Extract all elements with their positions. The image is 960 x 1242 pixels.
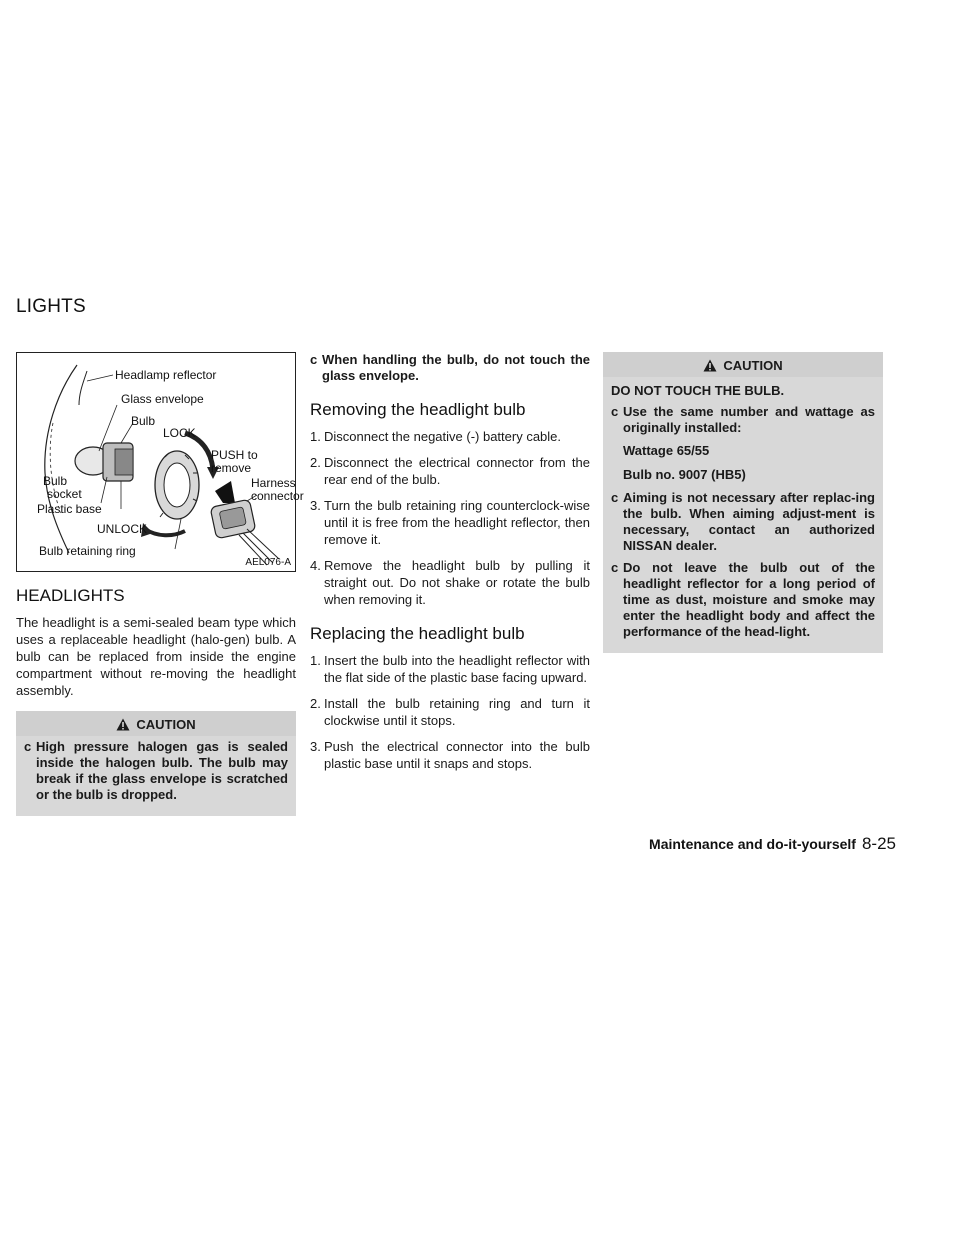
caution-1-text: High pressure halogen gas is sealed inside the halogen bulb. The bulb may break if the glass envelope is scratched or the bulb is dropped. [36,739,288,802]
step-text: Insert the bulb into the headlight reflector with the flat side of the plastic base facing upward. [324,653,590,685]
diagram-drawing [17,353,295,571]
section-title: LIGHTS [16,296,86,317]
step-text: Disconnect the electrical connector from the rear end of the bulb. [324,455,590,487]
handling-bullet [310,352,590,384]
label-bulb-retaining-ring: Bulb retaining ring [39,544,136,558]
wattage-line: Wattage 65/55 [623,443,710,458]
label-plastic-base: Plastic base [37,502,102,516]
caution-header-2 [603,352,883,377]
label-bulb-socket-line1: Bulb [43,474,68,488]
replacing-step [310,738,590,772]
bulb-number-line: Bulb no. 9007 (HB5) [623,467,746,482]
step-text: Remove the headlight bulb by pulling it straight out. Do not shake or rotate the bulb when removing it. [324,558,590,607]
caution-box-1 [16,711,296,816]
label-lock: LOCK [163,426,196,440]
bullet-glyph: c [24,739,32,754]
caution-2-bullet [603,557,883,643]
replacing-step [310,652,590,686]
removing-heading: Removing the headlight bulb [310,400,526,419]
label-connector: connector [251,489,304,503]
label-bulb: Bulb [131,414,156,428]
label-remove: remove [211,461,252,475]
step-number: 3. [310,498,321,513]
step-number: 1. [310,653,321,668]
page-number: 8-25 [861,834,896,853]
headlights-body: The headlight is a semi-sealed beam type which uses a replaceable headlight (halo-gen) bulb. A bulb can be replaced from inside the engine compartment without re-moving the headlight assembly. [16,615,296,698]
label-headlamp-reflector: Headlamp reflector [115,368,217,382]
caution-1-bullet [16,736,296,806]
step-text: Push the electrical connector into the bulb plastic base until it snaps and stops. [324,739,590,771]
headlights-heading: HEADLIGHTS [16,586,125,605]
removing-step [310,428,590,445]
label-harness: Harness [251,476,296,490]
removing-step [310,497,590,548]
column-1 [16,352,304,816]
caution-2-text: Use the same number and wattage as originally installed: [623,404,875,435]
bullet-glyph: c [611,490,619,505]
page-footer [649,834,896,854]
do-not-touch-text: DO NOT TOUCH THE BULB. [611,383,785,398]
handling-bullet-text: When handling the bulb, do not touch the glass envelope. [322,352,590,383]
removing-step [310,454,590,488]
warning-triangle-icon [116,718,130,731]
step-text: Disconnect the negative (-) battery cable. [324,429,562,444]
caution-2-text: Aiming is not necessary after replac-ing the bulb. When aiming adjust-ment is necessary, contact an authorized NISSAN dealer. [623,490,875,553]
step-number: 2. [310,455,321,470]
bullet-glyph: c [611,404,619,419]
caution-header-1 [16,711,296,736]
column-3 [603,352,883,653]
figure-code: AEL076-A [245,557,291,568]
bullet-glyph: c [611,560,619,575]
caution-2-text: Do not leave the bulb out of the headlight reflector for a long period of time as dust, moisture and smoke may enter the headlight body and affect the performance of the head-light. [623,560,875,639]
replacing-heading: Replacing the headlight bulb [310,624,525,643]
removing-step [310,557,590,608]
caution-title-1: CAUTION [136,717,196,732]
label-unlock: UNLOCK [97,522,148,536]
label-glass-envelope: Glass envelope [121,392,204,406]
column-2 [310,352,590,781]
replacing-step [310,695,590,729]
step-number: 2. [310,696,321,711]
caution-box-2 [603,352,883,653]
footer-section-name: Maintenance and do-it-yourself [649,836,856,852]
step-number: 3. [310,739,321,754]
caution-title-2: CAUTION [723,358,783,373]
caution-2-bullet [603,401,883,439]
headlight-bulb-diagram [16,352,304,572]
replacing-steps [310,652,590,772]
step-number: 1. [310,429,321,444]
label-bulb-socket-line2: socket [47,487,82,501]
warning-triangle-icon [703,359,717,372]
label-push-to: PUSH to [211,448,258,462]
step-number: 4. [310,558,321,573]
bullet-glyph: c [310,352,318,367]
step-text: Turn the bulb retaining ring counterclock-wise until it is free from the headlight reflector, then remove it. [324,498,590,547]
caution-2-bullet [603,487,883,557]
removing-steps [310,428,590,608]
step-text: Install the bulb retaining ring and turn it clockwise until it stops. [324,696,590,728]
